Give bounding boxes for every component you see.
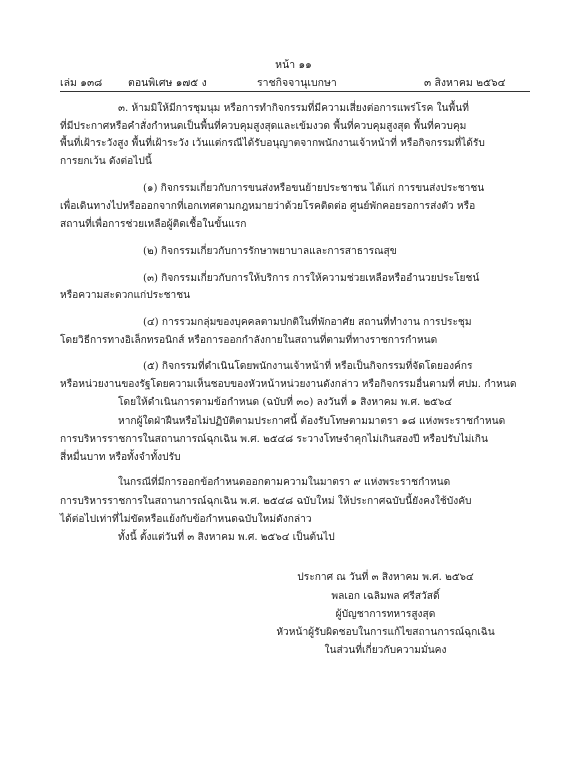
page-number: หน้า ๑๑ bbox=[275, 59, 312, 71]
header-gazette: ราชกิจจานุเบกษา bbox=[257, 77, 337, 89]
paragraph-line: (๑) กิจกรรมเกี่ยวกับการขนส่งหรือขนย้ายประชาชน ได้แก่ การขนส่งประชาชน bbox=[143, 183, 485, 194]
signatory-title: ผู้บัญชาการทหารสูงสุด bbox=[335, 609, 436, 620]
paragraph-line: (๔) การรวมกลุ่มของบุคคลตามปกติในที่พักอาศัย สถานที่ทำงาน การประชุม bbox=[143, 317, 472, 328]
signatory-position-cont: ในส่วนที่เกี่ยวกับความมั่นคง bbox=[324, 645, 447, 656]
paragraph-line: การบริหารราชการในสถานการณ์ฉุกเฉิน พ.ศ. ๒๕๔๘ ระวางโทษจำคุกไม่เกินสองปี หรือปรับไม่เกิน bbox=[60, 434, 488, 445]
paragraph-line: ได้ต่อไปเท่าที่ไม่ขัดหรือแย้งกับข้อกำหนดฉบับใหม่ดังกล่าว bbox=[60, 514, 312, 525]
signatory-name: พลเอก เฉลิมพล ศรีสวัสดิ์ bbox=[331, 591, 440, 602]
header-volume: เล่ม ๑๓๘ bbox=[60, 77, 103, 89]
paragraph-line: ในกรณีที่มีการออกข้อกำหนดออกตามความในมาตรา ๙ แห่งพระราชกำหนด bbox=[118, 477, 451, 488]
paragraph-line: การยกเว้น ดังต่อไปนี้ bbox=[60, 156, 152, 167]
paragraph-line: ทั้งนี้ ตั้งแต่วันที่ ๓ สิงหาคม พ.ศ. ๒๕๖๔ เป็นต้นไป bbox=[118, 532, 335, 543]
paragraph-line: การบริหารราชการในสถานการณ์ฉุกเฉิน พ.ศ. ๒๕๔๘ ฉบับใหม่ ให้ประกาศฉบับนี้ยังคงใช้บังคับ bbox=[60, 496, 472, 507]
header-date: ๓ สิงหาคม ๒๕๖๔ bbox=[424, 77, 506, 89]
paragraph-line: เพื่อเดินทางไปหรือออกจากที่เอกเทศตามกฎหมายว่าด้วยโรคติดต่อ ศูนย์พักคอยรอการส่งตัว หรือ bbox=[60, 201, 476, 212]
paragraph-line: ที่มีประกาศหรือคำสั่งกำหนดเป็นพื้นที่ควบคุมสูงสุดและเข้มงวด พื้นที่ควบคุมสูงสุด พื้นที่ควบคุม bbox=[60, 121, 467, 132]
paragraph-line: (๓) กิจกรรมเกี่ยวกับการให้บริการ การให้ความช่วยเหลือหรืออำนวยประโยชน์ bbox=[143, 273, 480, 284]
paragraph-line: สถานที่เพื่อการช่วยเหลือผู้ติดเชื้อในขั้นแรก bbox=[60, 219, 247, 230]
paragraph-line: (๒) กิจกรรมเกี่ยวกับการรักษาพยาบาลและการสาธารณสุข bbox=[143, 246, 397, 257]
signatory-position: หัวหน้าผู้รับผิดชอบในการแก้ไขสถานการณ์ฉุกเฉิน bbox=[276, 627, 495, 638]
paragraph-line: พื้นที่เฝ้าระวังสูง พื้นที่เฝ้าระวัง เว้นแต่กรณีได้รับอนุญาตจากพนักงานเจ้าหน้าที่ หรือกิจกรรมที่ได้รับ bbox=[60, 138, 485, 149]
paragraph-line: หรือความสะดวกแก่ประชาชน bbox=[60, 290, 191, 301]
paragraph-line: หากผู้ใดฝ่าฝืนหรือไม่ปฏิบัติตามประกาศนี้ ต้องรับโทษตามมาตรา ๑๘ แห่งพระราชกำหนด bbox=[118, 416, 506, 427]
header-rule bbox=[60, 91, 530, 92]
signature-date: ประกาศ ณ วันที่ ๓ สิงหาคม พ.ศ. ๒๕๖๔ bbox=[297, 572, 474, 583]
paragraph-line: สี่หมื่นบาท หรือทั้งจำทั้งปรับ bbox=[60, 452, 181, 463]
paragraph-line: (๕) กิจกรรมที่ดำเนินโดยพนักงานเจ้าหน้าที่ หรือเป็นกิจกรรมที่จัดโดยองค์กร bbox=[143, 361, 473, 372]
paragraph-line: โดยวิธีการทางอิเล็กทรอนิกส์ หรือการออกกำลังกายในสถานที่ตามที่ทางราชการกำหนด bbox=[60, 335, 438, 346]
header-section: ตอนพิเศษ ๑๗๕ ง bbox=[128, 77, 207, 89]
paragraph-line: ๓. ห้ามมิให้มีการชุมนุม หรือการทำกิจกรรมที่มีความเสี่ยงต่อการแพร่โรค ในพื้นที่ bbox=[118, 103, 469, 114]
paragraph-line: หรือหน่วยงานของรัฐโดยความเห็นชอบของหัวหน้าหน่วยงานดังกล่าว หรือกิจกรรมอื่นตามที่ ศปม. กำหนด bbox=[60, 379, 517, 390]
paragraph-line: โดยให้ดำเนินการตามข้อกำหนด (ฉบับที่ ๓๐) ลงวันที่ ๑ สิงหาคม พ.ศ. ๒๕๖๔ bbox=[118, 397, 453, 408]
